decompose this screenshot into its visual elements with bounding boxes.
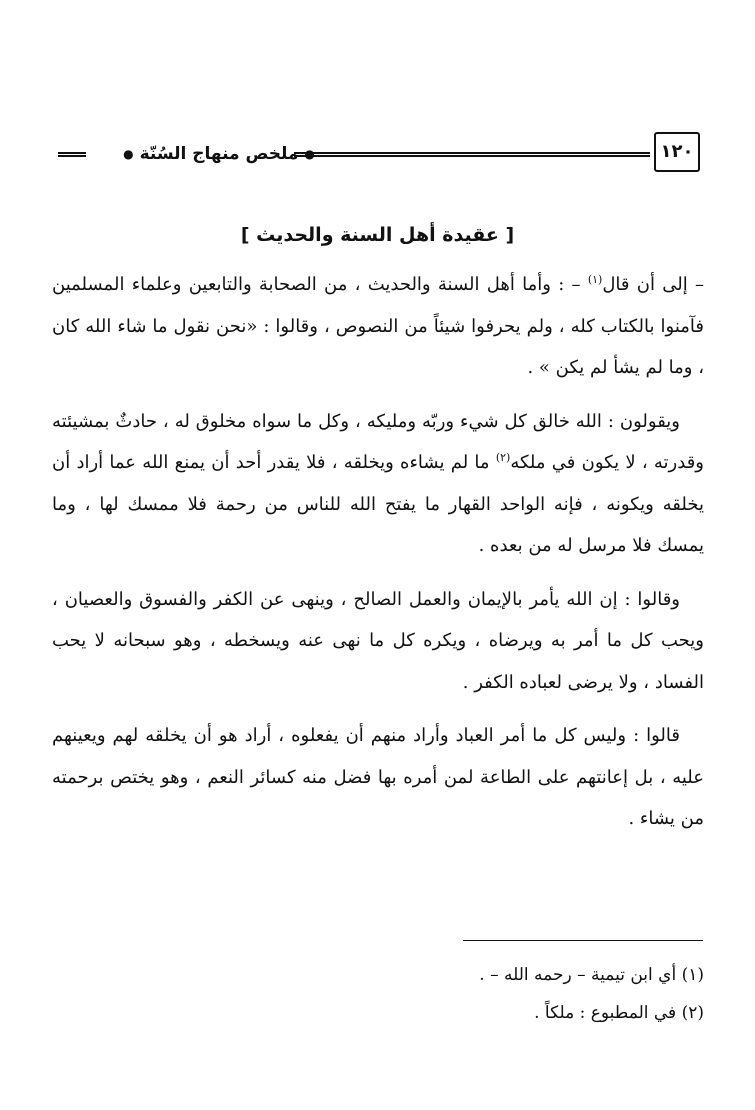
footnote-ref-2[interactable]: (٢) [495,451,511,464]
footnote-ref-1[interactable]: (١) [587,273,603,286]
paragraph-1 [52,264,704,389]
paragraph-2-text-a: ويقولون : الله خالق كل شيء وربّه ومليكه ، وكل ما سواه مخلوق له ، حادثٌ بمشيئته وقدرته ، لا يكون في ملكه [52,410,704,473]
paragraph-2-text-b: ما لم يشاءه ويخلقه ، فلا يقدر أحد أن يمنع الله عما أراد أن يخلقه ويكونه ، فإنه الواحد القهار ما يفتح الله للناس من رحمة فلا ممسك لها ، وما يمسك فلا مرسل له من بعده . [52,452,704,556]
running-title-text: ملخص منهاج السُنّة [139,144,299,164]
header-rule-short [58,152,86,157]
paragraph-1-text-a: – إلى أن قال [602,274,704,295]
page-number: ١٢٠ [654,132,700,172]
footnote-separator [463,940,703,941]
section-title: [ عقيدة أهل السنة والحديث ] [240,224,515,246]
bullet-icon: ● [304,147,315,161]
bullet-icon: ● [123,147,134,161]
paragraph-3: وقالوا : إن الله يأمر بالإيمان والعمل الصالح ، وينهى عن الكفر والفسوق والعصيان ، ويحب كل ما أمر به ويرضاه ، ويكره كل ما نهى عنه ويسخطه ، وهو سبحانه لا يحب الفساد ، ولا يرضى لعباده الكفر . [52,588,704,693]
page-header [58,132,700,178]
paragraph-4: قالوا : وليس كل ما أمر العباد وأراد منهم أن يفعلوه ، أراد هو أن يخلقه لهم ويعينهم عليه ، بل إعانتهم على الطاعة لمن أمره بها فضل منه كسائر النعم ، وهو يختص برحمته من يشاء . [52,725,704,829]
body-text [52,264,704,852]
footnote-2: (٢) في المطبوع : ملكاً . [534,1003,704,1023]
footnotes [52,956,704,1032]
paragraph-2 [52,401,704,567]
running-title [90,138,348,170]
paragraph-1-text-b: – : وأما أهل السنة والحديث ، من الصحابة والتابعين وعلماء المسلمين فآمنوا بالكتاب كله ، ولم يحرفوا شيئاً من النصوص ، وقالوا : «نحن نقول ما شاء الله كان ، وما لم يشأ لم يكن » . [52,274,704,378]
footnote-1: (١) أي ابن تيمية – رحمه الله – . [479,965,704,985]
